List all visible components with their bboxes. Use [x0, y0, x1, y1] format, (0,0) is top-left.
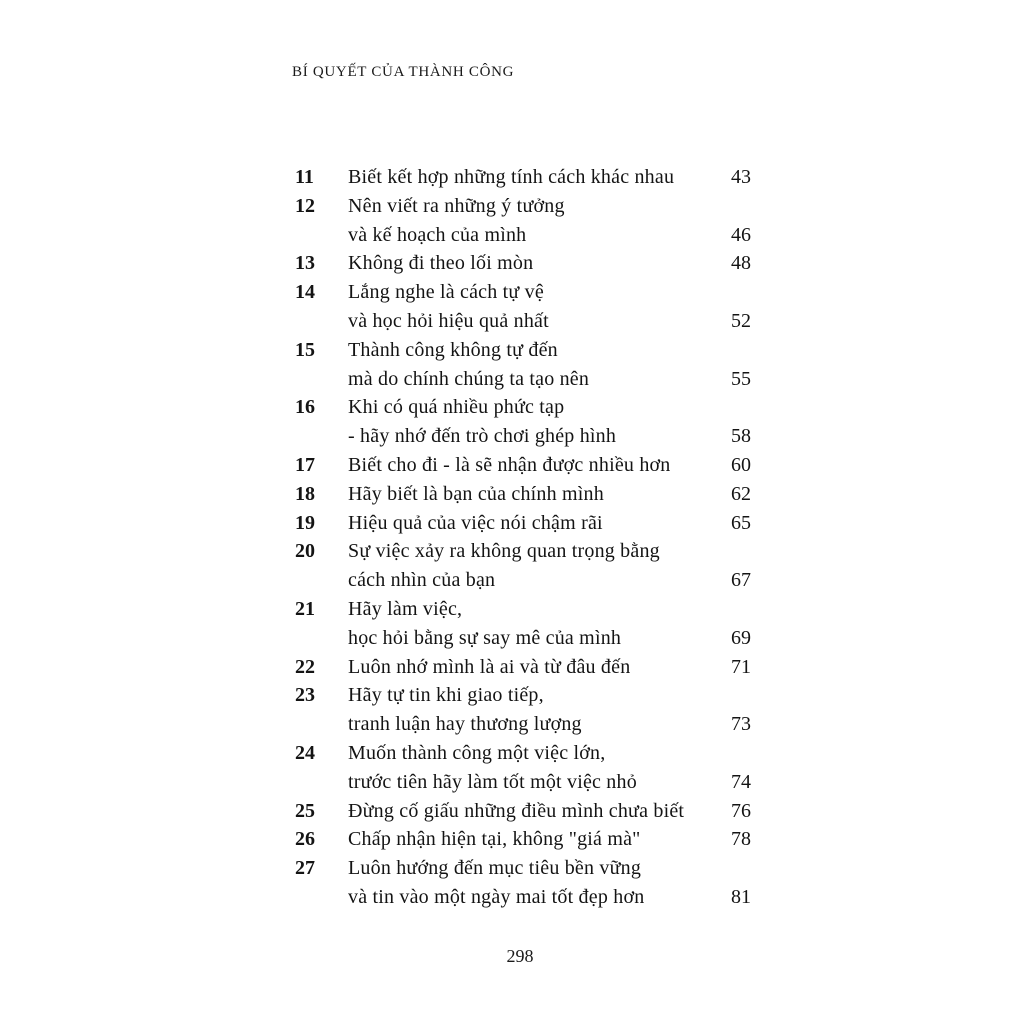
chapter-title-line: Luôn hướng đến mục tiêu bền vững — [348, 857, 642, 880]
chapter-number: 16 — [295, 396, 315, 419]
chapter-number — [295, 221, 348, 250]
chapter-number: 13 — [295, 252, 315, 275]
toc-row — [295, 249, 751, 278]
chapter-page-number: 78 — [731, 828, 751, 851]
chapter-page-number — [703, 739, 751, 768]
toc-row — [295, 451, 751, 480]
chapter-page-number: 71 — [731, 655, 751, 678]
chapter-number: 17 — [295, 453, 315, 476]
chapter-number — [295, 883, 348, 912]
chapter-title-line: Biết cho đi - là sẽ nhận được nhiều hơn — [348, 453, 671, 476]
chapter-number — [295, 365, 348, 394]
chapter-number: 27 — [295, 857, 315, 880]
chapter-title-line: Sự việc xảy ra không quan trọng bằng — [348, 540, 660, 563]
chapter-title-line: trước tiên hãy làm tốt một việc nhỏ — [348, 770, 637, 793]
chapter-title-line: tranh luận hay thương lượng — [348, 713, 582, 736]
chapter-number: 15 — [295, 338, 315, 361]
toc-row — [295, 365, 751, 394]
chapter-number: 22 — [295, 655, 315, 678]
chapter-page-number: 73 — [731, 713, 751, 736]
chapter-title-line: và kế hoạch của mình — [348, 223, 527, 246]
chapter-title-line: Lắng nghe là cách tự vệ — [348, 281, 544, 304]
toc-row — [295, 825, 751, 854]
toc-row — [295, 163, 751, 192]
chapter-number — [295, 768, 348, 797]
chapter-page-number — [703, 681, 751, 710]
chapter-page-number — [703, 393, 751, 422]
toc-row — [295, 710, 751, 739]
chapter-title-line: và học hỏi hiệu quả nhất — [348, 309, 549, 332]
chapter-title-line: Hãy tự tin khi giao tiếp, — [348, 684, 544, 707]
chapter-page-number: 52 — [731, 309, 751, 332]
chapter-title-line: Hiệu quả của việc nói chậm rãi — [348, 511, 603, 534]
chapter-number: 25 — [295, 799, 315, 822]
toc-row — [295, 393, 751, 422]
toc-row — [295, 854, 751, 883]
chapter-title-line: Muốn thành công một việc lớn, — [348, 741, 606, 764]
chapter-number: 19 — [295, 511, 315, 534]
table-of-contents — [295, 163, 751, 912]
chapter-title-line: Thành công không tự đến — [348, 338, 558, 361]
chapter-title-line: - hãy nhớ đến trò chơi ghép hình — [348, 425, 617, 448]
toc-row — [295, 336, 751, 365]
chapter-title-line: Hãy biết là bạn của chính mình — [348, 482, 604, 505]
chapter-page-number: 46 — [731, 223, 751, 246]
chapter-page-number: 81 — [731, 885, 751, 908]
toc-row — [295, 739, 751, 768]
toc-row — [295, 509, 751, 538]
chapter-number: 18 — [295, 482, 315, 505]
chapter-number: 14 — [295, 281, 315, 304]
chapter-title-line: và tin vào một ngày mai tốt đẹp hơn — [348, 885, 645, 908]
running-header-title: BÍ QUYẾT CỦA THÀNH CÔNG — [292, 64, 515, 80]
chapter-title-line: Chấp nhận hiện tại, không "giá mà" — [348, 828, 641, 851]
toc-row — [295, 537, 751, 566]
toc-row — [295, 653, 751, 682]
chapter-page-number: 43 — [731, 166, 751, 188]
chapter-page-number — [703, 192, 751, 221]
chapter-page-number — [703, 595, 751, 624]
chapter-page-number — [703, 854, 751, 883]
chapter-title-line: cách nhìn của bạn — [348, 569, 496, 592]
chapter-page-number: 65 — [731, 511, 751, 534]
toc-row — [295, 797, 751, 826]
chapter-number: 20 — [295, 540, 315, 563]
toc-row — [295, 192, 751, 221]
chapter-page-number: 58 — [731, 425, 751, 448]
toc-row — [295, 681, 751, 710]
toc-row — [295, 595, 751, 624]
chapter-number: 23 — [295, 684, 315, 707]
toc-row — [295, 307, 751, 336]
chapter-title-line: Hãy làm việc, — [348, 597, 463, 620]
toc-row — [295, 566, 751, 595]
page-number: 298 — [506, 946, 534, 966]
chapter-number — [295, 624, 348, 653]
chapter-number: 26 — [295, 828, 315, 851]
chapter-page-number: 69 — [731, 626, 751, 649]
chapter-number: 11 — [295, 166, 314, 188]
chapter-title-line: mà do chính chúng ta tạo nên — [348, 367, 590, 390]
chapter-page-number — [703, 537, 751, 566]
chapter-number — [295, 422, 348, 451]
chapter-page-number: 48 — [731, 252, 751, 275]
toc-row — [295, 480, 751, 509]
chapter-page-number — [703, 336, 751, 365]
chapter-number: 12 — [295, 194, 315, 217]
chapter-number: 21 — [295, 597, 315, 620]
chapter-page-number: 60 — [731, 453, 751, 476]
chapter-title-line: Đừng cố giấu những điều mình chưa biết — [348, 799, 685, 822]
chapter-number — [295, 710, 348, 739]
chapter-page-number — [703, 278, 751, 307]
toc-row — [295, 624, 751, 653]
chapter-page-number: 74 — [731, 770, 751, 793]
chapter-number: 24 — [295, 741, 315, 764]
chapter-number — [295, 307, 348, 336]
toc-row — [295, 883, 751, 912]
chapter-title-line: Không đi theo lối mòn — [348, 252, 534, 275]
chapter-number — [295, 566, 348, 595]
chapter-page-number: 55 — [731, 367, 751, 390]
toc-row — [295, 221, 751, 250]
chapter-title-line: Khi có quá nhiều phức tạp — [348, 396, 565, 419]
toc-row — [295, 422, 751, 451]
chapter-page-number: 62 — [731, 482, 751, 505]
chapter-title-line: Nên viết ra những ý tưởng — [348, 194, 565, 217]
chapter-title-line: Luôn nhớ mình là ai và từ đâu đến — [348, 655, 631, 678]
chapter-title-line: học hỏi bằng sự say mê của mình — [348, 626, 622, 649]
chapter-page-number: 67 — [731, 569, 751, 592]
chapter-page-number: 76 — [731, 799, 751, 822]
chapter-title-line: Biết kết hợp những tính cách khác nhau — [348, 166, 675, 188]
toc-row — [295, 278, 751, 307]
toc-row — [295, 768, 751, 797]
